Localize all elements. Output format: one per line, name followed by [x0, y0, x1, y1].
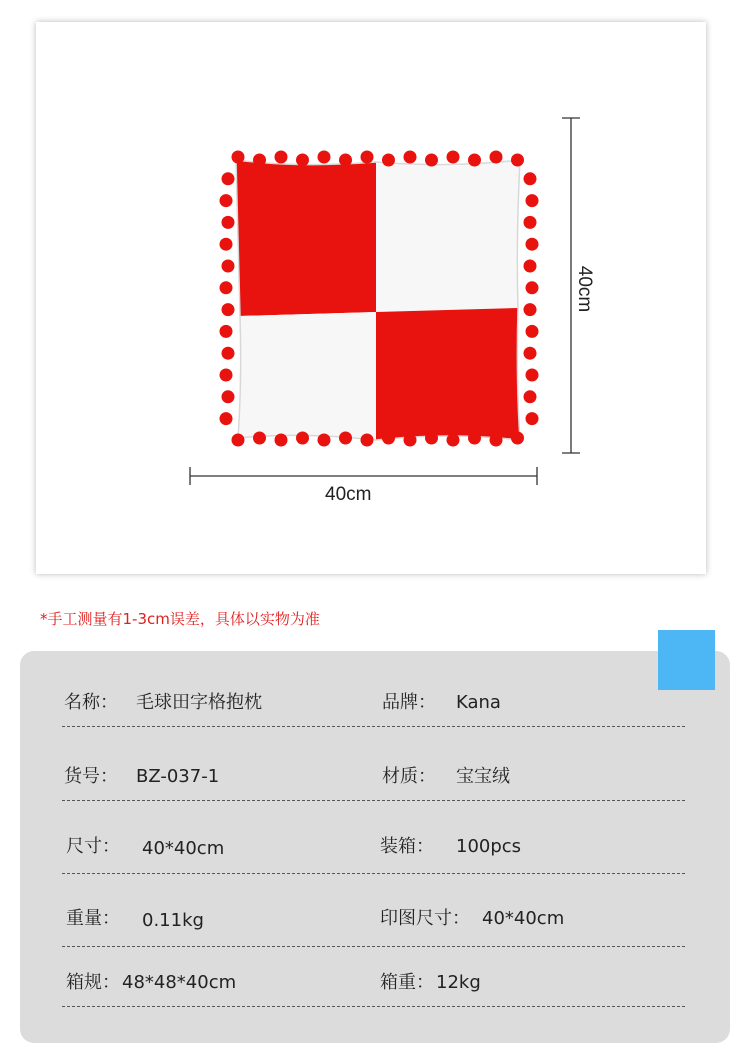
pompom: [524, 347, 537, 360]
pompom: [253, 432, 266, 445]
pompom: [468, 154, 481, 167]
pompom: [490, 151, 503, 164]
spec-material-value: 宝宝绒: [456, 766, 510, 787]
spec-divider: [62, 1006, 685, 1007]
pompom: [296, 432, 309, 445]
pompom: [511, 154, 524, 167]
pompom: [339, 432, 352, 445]
pompom: [404, 151, 417, 164]
spec-brand: [382, 688, 501, 714]
measurement-note: *手工测量有1-3cm误差，具体以实物为准: [40, 610, 320, 628]
pompom: [222, 260, 235, 273]
spec-weight: [66, 904, 204, 930]
pompom: [222, 216, 235, 229]
spec-name-value: 毛球田字格抱枕: [136, 692, 262, 713]
pompom: [220, 281, 233, 294]
spec-name: [64, 688, 262, 714]
pillow-quadrant-bottom-left: [238, 312, 376, 440]
pompom: [220, 412, 233, 425]
spec-item-no-value: BZ-037-1: [136, 766, 220, 787]
spec-divider: [62, 946, 685, 947]
pompom: [220, 194, 233, 207]
pompom: [425, 432, 438, 445]
spec-packing: [380, 832, 521, 858]
spec-carton-weight-label: 箱重：: [380, 972, 434, 993]
width-dimension-line: [190, 467, 537, 485]
spec-print-size-label: 印图尺寸：: [380, 908, 470, 929]
spec-brand-value: Kana: [456, 692, 501, 713]
pompom: [222, 390, 235, 403]
pillow-quadrant-top-left: [236, 160, 376, 316]
pompom: [220, 325, 233, 338]
pompom: [447, 434, 460, 447]
spec-size-label: 尺寸：: [66, 836, 120, 857]
pompom: [511, 432, 524, 445]
pompom: [526, 325, 539, 338]
pompom: [526, 194, 539, 207]
pillow-quadrant-top-right: [376, 160, 520, 312]
pompom: [526, 369, 539, 382]
pompom: [222, 172, 235, 185]
spec-item-no-label: 货号：: [64, 766, 118, 787]
spec-weight-value: 0.11kg: [142, 910, 204, 931]
pompom: [361, 151, 374, 164]
pompom: [232, 434, 245, 447]
spec-name-label: 名称：: [64, 692, 118, 713]
pompom: [275, 434, 288, 447]
pompom: [222, 303, 235, 316]
pompom: [425, 154, 438, 167]
spec-brand-label: 品牌：: [382, 692, 436, 713]
pompom: [526, 238, 539, 251]
pompom: [526, 281, 539, 294]
spec-divider: [62, 873, 685, 874]
spec-carton-weight-value: 12kg: [436, 972, 481, 993]
spec-item-no: [64, 762, 219, 788]
spec-print-size-value: 40*40cm: [482, 908, 565, 929]
pompom: [524, 260, 537, 273]
spec-carton-size: [66, 968, 236, 994]
pompom: [220, 238, 233, 251]
pompom: [296, 154, 309, 167]
pompom: [524, 303, 537, 316]
pompom: [318, 434, 331, 447]
spec-carton-size-label: 箱规：: [66, 972, 120, 993]
spec-packing-label: 装箱：: [380, 836, 434, 857]
spec-print-size: [380, 904, 564, 930]
pompom: [361, 434, 374, 447]
pompom: [275, 151, 288, 164]
spec-size-value: 40*40cm: [142, 838, 225, 859]
spec-carton-weight: [380, 968, 481, 994]
pompom: [222, 347, 235, 360]
pompom: [447, 151, 460, 164]
pompom: [524, 172, 537, 185]
pompom: [382, 432, 395, 445]
pompom: [339, 154, 352, 167]
pillow-quadrant-bottom-right: [376, 308, 520, 440]
spec-material: [382, 762, 510, 788]
pompom: [524, 390, 537, 403]
spec-weight-label: 重量：: [66, 908, 120, 929]
pillow: [220, 151, 539, 447]
pompom: [468, 432, 481, 445]
pompom: [490, 434, 503, 447]
pompom: [382, 154, 395, 167]
spec-divider: [62, 726, 685, 727]
pompom: [524, 216, 537, 229]
pompom: [253, 154, 266, 167]
spec-divider: [62, 800, 685, 801]
height-dimension-label: 40cm: [574, 265, 596, 313]
spec-material-label: 材质：: [382, 766, 436, 787]
accent-square: [658, 630, 715, 690]
spec-packing-value: 100pcs: [456, 836, 522, 857]
pompom: [232, 151, 245, 164]
pompom: [404, 434, 417, 447]
spec-size: [66, 832, 224, 858]
pompom: [220, 369, 233, 382]
pompom: [318, 151, 331, 164]
width-dimension-label: 40cm: [325, 484, 372, 505]
pompom: [526, 412, 539, 425]
spec-carton-size-value: 48*48*40cm: [122, 972, 237, 993]
